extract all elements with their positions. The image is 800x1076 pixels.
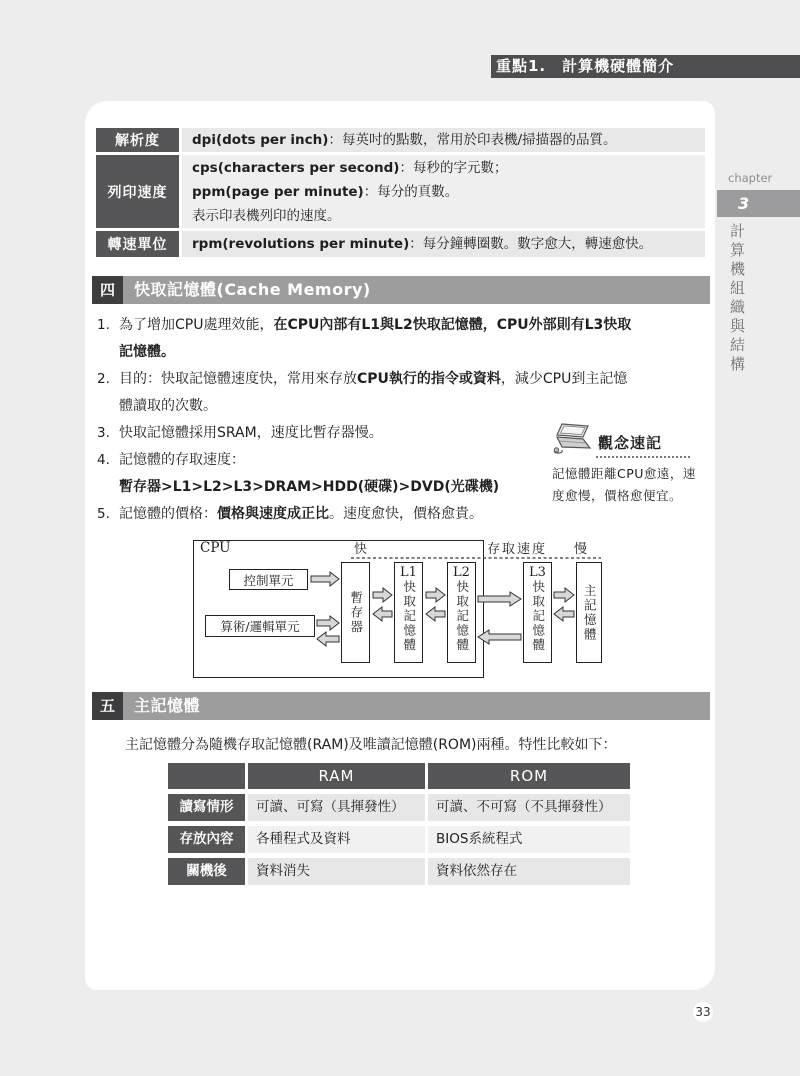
table-row (96, 231, 705, 257)
table-row (96, 155, 705, 228)
section-number: 四 (92, 276, 123, 304)
chapter-number-tab (717, 190, 800, 217)
section-number: 五 (92, 692, 123, 720)
printer-spec-table (96, 128, 705, 260)
chapter-title-vertical: 計算機組織與結構 (728, 223, 746, 375)
arrow-l3-to-mm (554, 588, 574, 602)
list-item-text: 記憶體的價格：價格與速度成正比。速度愈快，價格愈貴。 (119, 506, 483, 522)
table-row: 關機後 資料消失 資料依然存在 (168, 858, 630, 885)
control-unit-box: 控制單元 (229, 569, 308, 590)
header-title: 重點1. 計算機硬體簡介 (496, 57, 675, 75)
table-header-row (168, 763, 630, 789)
spec-row-label: 解析度 (96, 128, 179, 152)
main-memory-intro: 主記憶體分為隨機存取記憶體(RAM)及唯讀記憶體(ROM)兩種。特性比較如下： (125, 737, 617, 753)
cpu-label: CPU (200, 540, 231, 556)
l2-cache-box: L2 快取記憶體 (447, 562, 476, 663)
list-item (97, 366, 703, 420)
arrow-l2-to-l3 (478, 592, 521, 606)
page-header-bar (491, 55, 800, 78)
arrow-cu-to-reg (311, 572, 339, 586)
rom-column-header: ROM (428, 763, 630, 789)
page-number: 33 (693, 1002, 713, 1022)
table-row: 存放內容 各種程式及資料 BIOS系統程式 (168, 826, 630, 853)
concept-note (552, 421, 714, 507)
notebook-sketch-icon (552, 421, 596, 458)
list-item-number: 3. (97, 425, 110, 441)
list-item-text: 快取記憶體採用SRAM，速度比暫存器慢。 (119, 425, 383, 441)
arrow-alu-to-reg (317, 616, 339, 630)
list-item-text: 記憶體的存取速度： 暫存器>L1>L2>L3>DRAM>HDD(硬碟)>DVD(光碟機) (119, 452, 500, 495)
speed-slow-label: 慢 (574, 542, 588, 557)
list-item-text: 目的：快取記憶體速度快，常用來存放CPU執行的指令或資料，減少CPU到主記憶 體讀取的次數。 (119, 371, 628, 414)
l1-cache-box: L1 快取記憶體 (394, 562, 423, 663)
l3-cache-box: L3 快取記憶體 (523, 562, 552, 663)
section-heading-cache (92, 276, 710, 304)
chapter-number: 3 (738, 194, 750, 213)
arrow-mm-to-l3 (554, 607, 574, 621)
spec-row-label: 轉速單位 (96, 231, 179, 257)
ram-rom-table (168, 763, 630, 890)
main-memory-box: 主記憶體 (576, 562, 602, 663)
spec-row-text: cps(characters per second)：每秒的字元數； ppm(page per minute)：每分的頁數。 表示印表機列印的速度。 (192, 159, 508, 224)
arrow-reg-to-alu (317, 632, 339, 646)
spec-row-text: dpi(dots per inch)：每英吋的點數，常用於印表機/掃描器的品質。 (192, 132, 617, 148)
note-text: 記憶體距離CPU愈遠，速 度愈慢，價格愈便宜。 (552, 466, 696, 503)
section-title: 主記憶體 (123, 692, 710, 720)
list-item (97, 312, 703, 366)
arrow-l1-to-reg (373, 607, 392, 621)
alu-box: 算術/邏輯單元 (205, 615, 315, 637)
corner-cell (168, 763, 245, 789)
note-title: 觀念速記 (596, 432, 690, 458)
chapter-label: chapter (728, 171, 773, 185)
list-item-text: 為了增加CPU處理效能，在CPU內部有L1與L2快取記憶體，CPU外部則有L3快取 記憶體。 (119, 317, 632, 360)
list-item-number: 1. (97, 317, 110, 333)
register-box: 暫存器 (341, 562, 370, 663)
list-item-number: 2. (97, 371, 110, 387)
table-row: 讀寫情形 可讀、可寫（具揮發性） 可讀、不可寫（不具揮發性） (168, 794, 630, 821)
section-heading-main-memory (92, 692, 710, 720)
arrow-l2-to-l1 (426, 607, 445, 621)
list-item-number: 4. (97, 452, 110, 468)
spec-row-label: 列印速度 (96, 155, 179, 228)
cache-hierarchy-diagram (193, 538, 613, 680)
arrow-l1-to-l2 (426, 588, 445, 602)
arrow-l3-to-l2 (478, 630, 521, 644)
table-row (96, 128, 705, 152)
ram-column-header: RAM (248, 763, 425, 789)
arrow-reg-to-l1 (373, 588, 392, 602)
section-title: 快取記憶體(Cache Memory) (123, 276, 710, 304)
speed-fast-label: 快 (354, 542, 368, 557)
spec-row-text: rpm(revolutions per minute)：每分鐘轉圈數。數字愈大，轉速愈快。 (192, 236, 653, 252)
speed-axis-label: 存取速度 (487, 542, 548, 557)
content-card (85, 101, 715, 990)
list-item-number: 5. (97, 506, 110, 522)
